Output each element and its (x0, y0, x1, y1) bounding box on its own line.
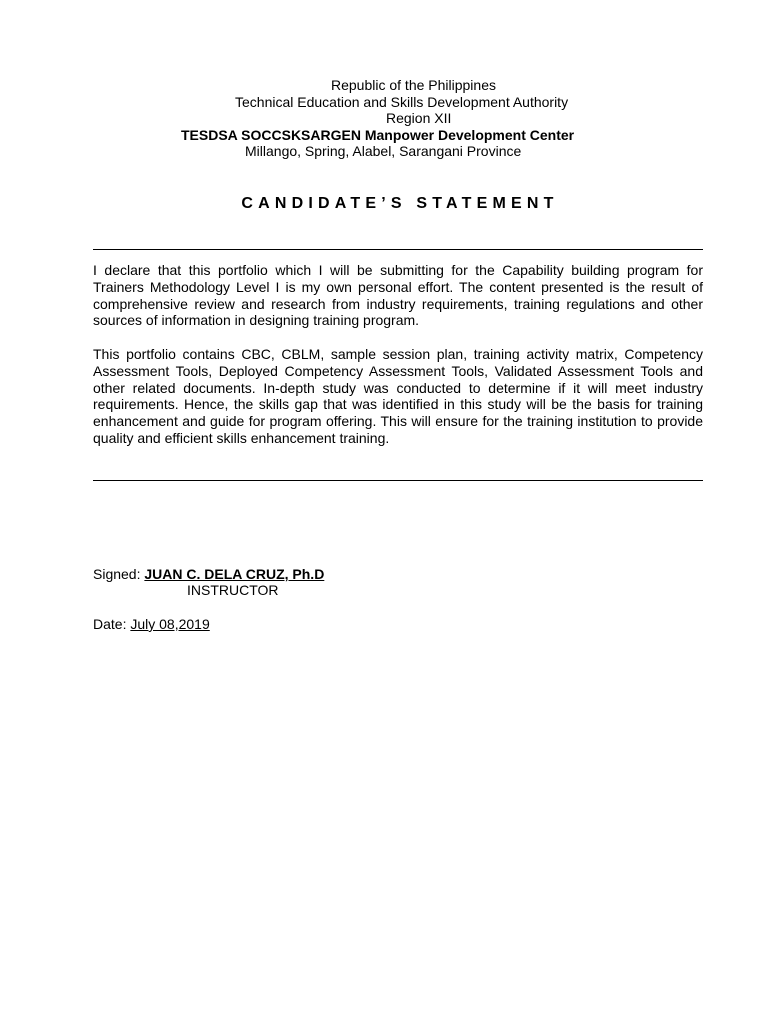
statement-paragraph-1: I declare that this portfolio which I will be submitting for the Capability building program for Trainers Methodology Level I is my own personal effort. The content presented is the result of comprehensive review and research from industry requirements, training regulations and other sources of information in designing training program. (93, 262, 703, 329)
header-address: Millango, Spring, Alabel, Sarangani Province (245, 143, 522, 159)
header-agency: Technical Education and Skills Development Authority (235, 94, 569, 110)
signature-line (93, 566, 324, 582)
page-title: CANDIDATE’S STATEMENT (241, 195, 559, 212)
date-line (93, 616, 210, 632)
date-label: Date: (93, 616, 127, 632)
signer-role: INSTRUCTOR (187, 582, 279, 598)
top-divider (93, 249, 703, 250)
signer-name: JUAN C. DELA CRUZ, Ph.D (144, 566, 325, 582)
date-value: July 08,2019 (130, 616, 210, 632)
header-center-name: TESDSA SOCCSKSARGEN Manpower Development Center (181, 127, 575, 143)
header-region: Region XII (386, 110, 452, 126)
signed-label: Signed: (93, 566, 141, 582)
header-country: Republic of the Philippines (331, 77, 496, 93)
bottom-divider (93, 480, 703, 481)
statement-paragraph-2: This portfolio contains CBC, CBLM, sample session plan, training activity matrix, Competency Assessment Tools, Deployed Competency Assessment Tools, Validated Assessment Tools and other related documents. In-depth study was conducted to determine if it will meet industry requirements. Hence, the skills gap that was identified in this study will be the basis for training enhancement and guide for program offering. This will ensure for the training institution to provide quality and efficient skills enhancement training. (93, 346, 703, 446)
